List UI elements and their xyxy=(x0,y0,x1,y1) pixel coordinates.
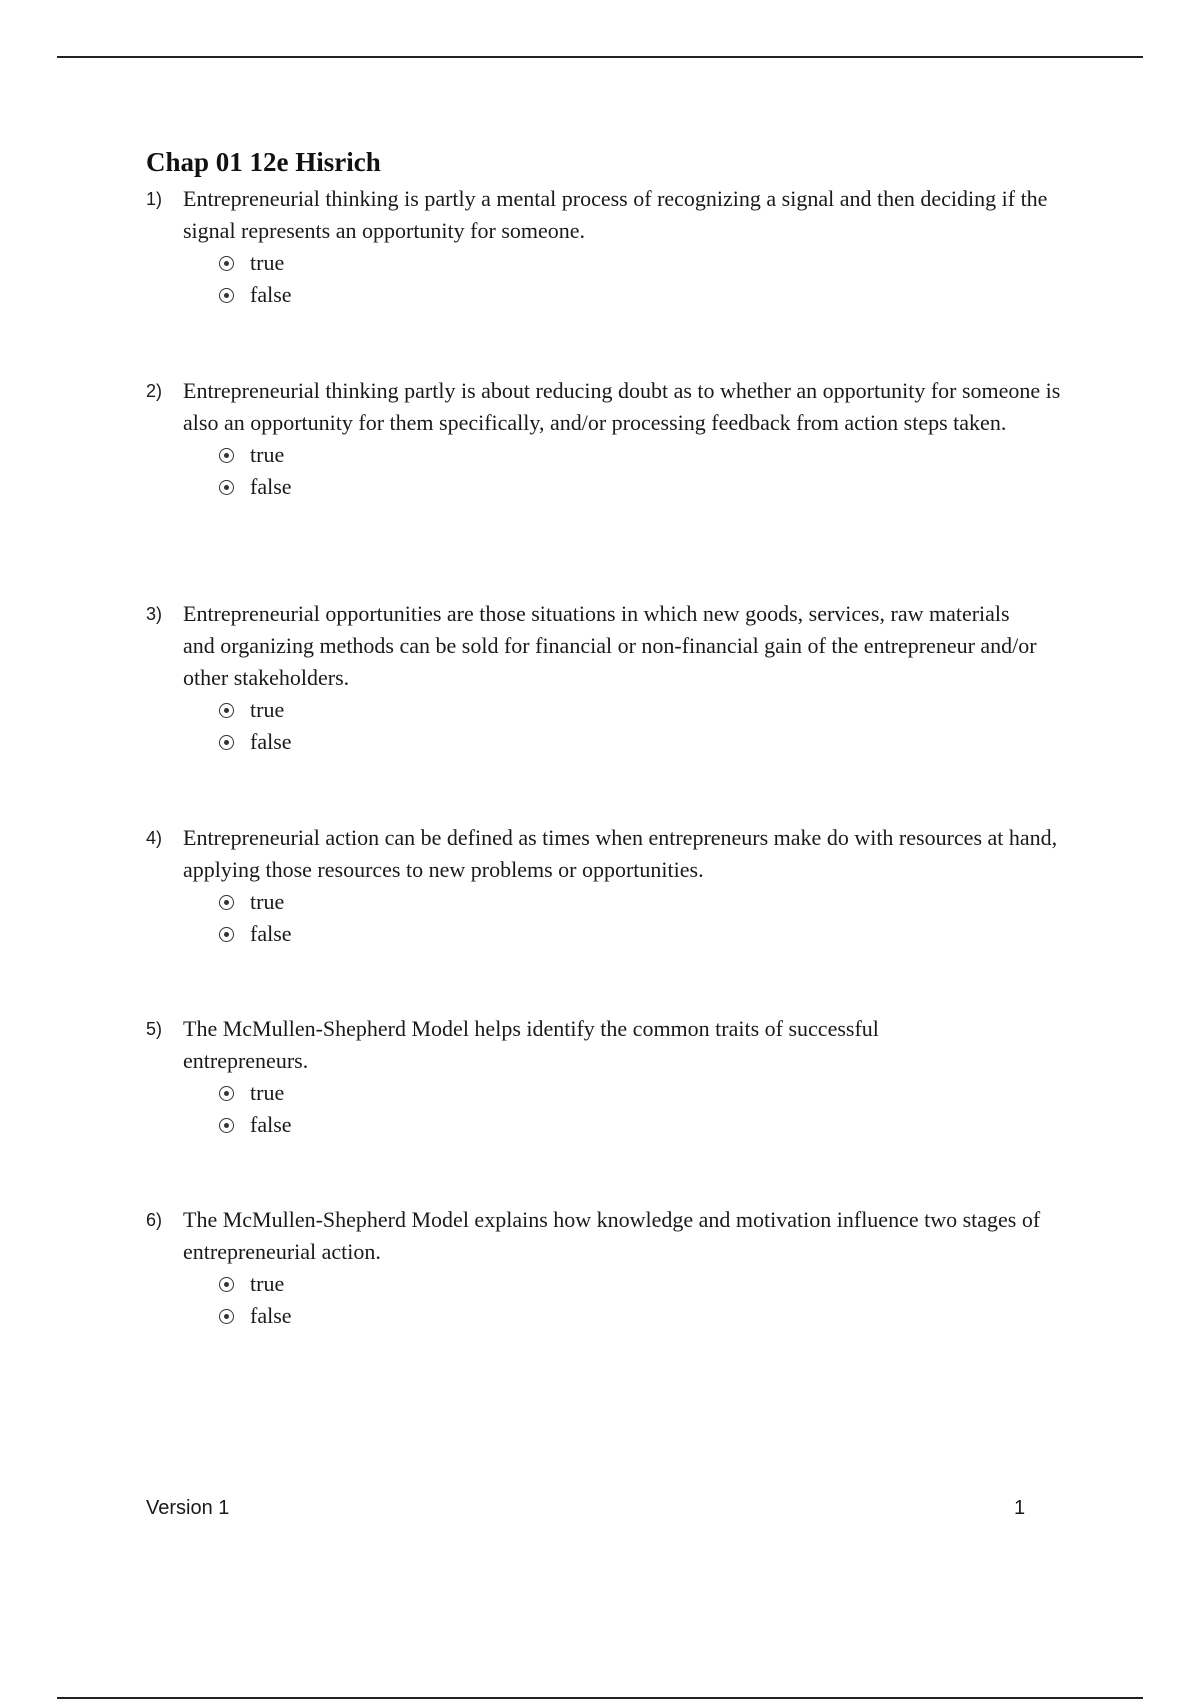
option-label: false xyxy=(250,282,292,307)
radio-icon[interactable] xyxy=(219,1277,234,1292)
question-text: Entrepreneurial thinking is partly a mental process of recognizing a signal and then deciding if the signal represents an opportunity for someone. xyxy=(183,186,1048,243)
option-label: false xyxy=(250,1303,292,1328)
option-false[interactable] xyxy=(219,1300,1096,1332)
option-label: true xyxy=(250,889,285,914)
question-text: Entrepreneurial thinking partly is about reducing doubt as to whether an opportunity for someone is also an opportunity for them specifically, and/or processing feedback from action steps taken. xyxy=(183,378,1061,435)
radio-icon[interactable] xyxy=(219,735,234,750)
footer-version: Version 1 xyxy=(146,1497,230,1519)
question-5 xyxy=(146,1013,1096,1141)
option-true[interactable] xyxy=(219,1268,1096,1300)
radio-icon[interactable] xyxy=(219,927,234,942)
radio-icon[interactable] xyxy=(219,1086,234,1101)
option-true[interactable] xyxy=(219,439,1096,471)
radio-icon[interactable] xyxy=(219,703,234,718)
question-number: 5) xyxy=(146,1019,163,1039)
option-label: true xyxy=(250,697,285,722)
question-2 xyxy=(146,375,1096,503)
question-text: The McMullen-Shepherd Model explains how knowledge and motivation influence two stages of entrepreneurial action. xyxy=(183,1207,1041,1264)
radio-icon[interactable] xyxy=(219,480,234,495)
top-rule xyxy=(57,56,1143,58)
question-4 xyxy=(146,822,1096,950)
option-false[interactable] xyxy=(219,726,1096,758)
answer-options xyxy=(146,247,1096,311)
question-number: 6) xyxy=(146,1210,163,1230)
option-label: false xyxy=(250,474,292,499)
option-false[interactable] xyxy=(219,471,1096,503)
radio-icon[interactable] xyxy=(219,288,234,303)
answer-options xyxy=(146,886,1096,950)
question-1 xyxy=(146,183,1096,311)
option-label: true xyxy=(250,250,285,275)
answer-options xyxy=(146,1268,1096,1332)
question-text: Entrepreneurial action can be defined as times when entrepreneurs make do with resources at hand, applying those resources to new problems or opportunities. xyxy=(183,825,1058,882)
option-label: true xyxy=(250,442,285,467)
question-text: The McMullen-Shepherd Model helps identify the common traits of successful entrepreneurs. xyxy=(183,1016,879,1073)
option-true[interactable] xyxy=(219,1077,1096,1109)
radio-icon[interactable] xyxy=(219,256,234,271)
answer-options xyxy=(146,439,1096,503)
radio-icon[interactable] xyxy=(219,895,234,910)
option-false[interactable] xyxy=(219,918,1096,950)
radio-icon[interactable] xyxy=(219,448,234,463)
page-title: Chap 01 12e Hisrich xyxy=(146,147,381,177)
question-number: 4) xyxy=(146,828,163,848)
question-number: 2) xyxy=(146,381,163,401)
question-3 xyxy=(146,598,1096,758)
option-true[interactable] xyxy=(219,694,1096,726)
question-number: 3) xyxy=(146,604,163,624)
option-false[interactable] xyxy=(219,279,1096,311)
question-text: Entrepreneurial opportunities are those situations in which new goods, services, raw materials and organizing methods can be sold for financial or non-financial gain of the entrepreneur and/or other stakeholders. xyxy=(183,601,1037,690)
option-label: true xyxy=(250,1080,285,1105)
option-true[interactable] xyxy=(219,247,1096,279)
option-label: false xyxy=(250,1112,292,1137)
option-label: false xyxy=(250,729,292,754)
footer-page-number: 1 xyxy=(1014,1497,1026,1519)
answer-options xyxy=(146,1077,1096,1141)
question-6 xyxy=(146,1204,1096,1332)
radio-icon[interactable] xyxy=(219,1309,234,1324)
bottom-rule xyxy=(57,1697,1143,1699)
radio-icon[interactable] xyxy=(219,1118,234,1133)
option-true[interactable] xyxy=(219,886,1096,918)
option-label: true xyxy=(250,1271,285,1296)
option-label: false xyxy=(250,921,292,946)
question-number: 1) xyxy=(146,189,163,209)
answer-options xyxy=(146,694,1096,758)
option-false[interactable] xyxy=(219,1109,1096,1141)
